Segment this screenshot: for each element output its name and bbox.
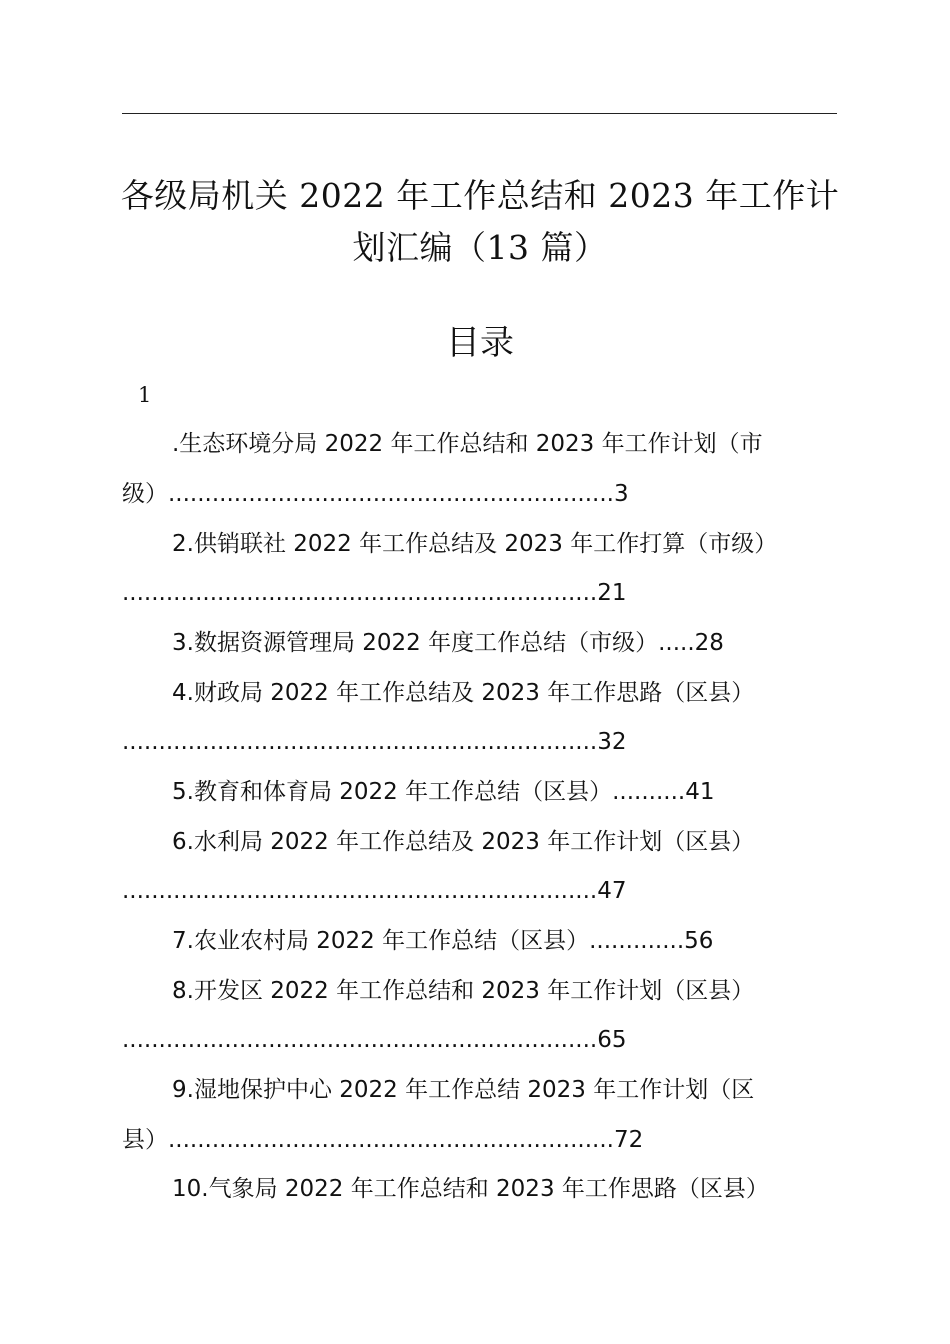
- toc-entry-6-line-1[interactable]: 6.水利局 2022 年工作总结及 2023 年工作计划（区县）: [172, 829, 755, 855]
- toc-entry-2-line-1[interactable]: 2.供销联社 2022 年工作总结及 2023 年工作打算（市级）: [172, 531, 778, 557]
- toc-entry-6-line-2[interactable]: .................................................................47: [122, 878, 627, 904]
- stray-number: 1: [138, 383, 152, 407]
- title-line-2: 划汇编（13 篇）: [352, 228, 608, 267]
- toc-entry-7[interactable]: 7.农业农村局 2022 年工作总结（区县）.............56: [172, 928, 714, 954]
- toc-entry-3[interactable]: 3.数据资源管理局 2022 年度工作总结（市级）.....28: [172, 630, 724, 656]
- document-title: [110, 170, 850, 274]
- toc-entry-1-line-2[interactable]: 级）.............................................................3: [122, 481, 629, 507]
- toc-entry-1-line-1[interactable]: .生态环境分局 2022 年工作总结和 2023 年工作计划（市: [172, 431, 763, 457]
- toc-entry-4-line-2[interactable]: .................................................................32: [122, 729, 627, 755]
- toc-entry-4-line-1[interactable]: 4.财政局 2022 年工作总结及 2023 年工作思路（区县）: [172, 680, 755, 706]
- toc-entry-8-line-1[interactable]: 8.开发区 2022 年工作总结和 2023 年工作计划（区县）: [172, 978, 755, 1004]
- toc-entry-2-line-2[interactable]: .................................................................21: [122, 580, 627, 606]
- toc-entry-5[interactable]: 5.教育和体育局 2022 年工作总结（区县）..........41: [172, 779, 715, 805]
- toc-entry-9-line-1[interactable]: 9.湿地保护中心 2022 年工作总结 2023 年工作计划（区: [172, 1077, 755, 1103]
- toc-heading: 目录: [446, 323, 514, 363]
- title-line-1: 各级局机关 2022 年工作总结和 2023 年工作计: [120, 176, 840, 215]
- toc-entry-9-line-2[interactable]: 县）.............................................................72: [122, 1127, 644, 1153]
- toc-entry-8-line-2[interactable]: .................................................................65: [122, 1027, 627, 1053]
- toc-entry-10[interactable]: 10.气象局 2022 年工作总结和 2023 年工作思路（区县）: [172, 1176, 769, 1202]
- header-rule: [122, 113, 837, 114]
